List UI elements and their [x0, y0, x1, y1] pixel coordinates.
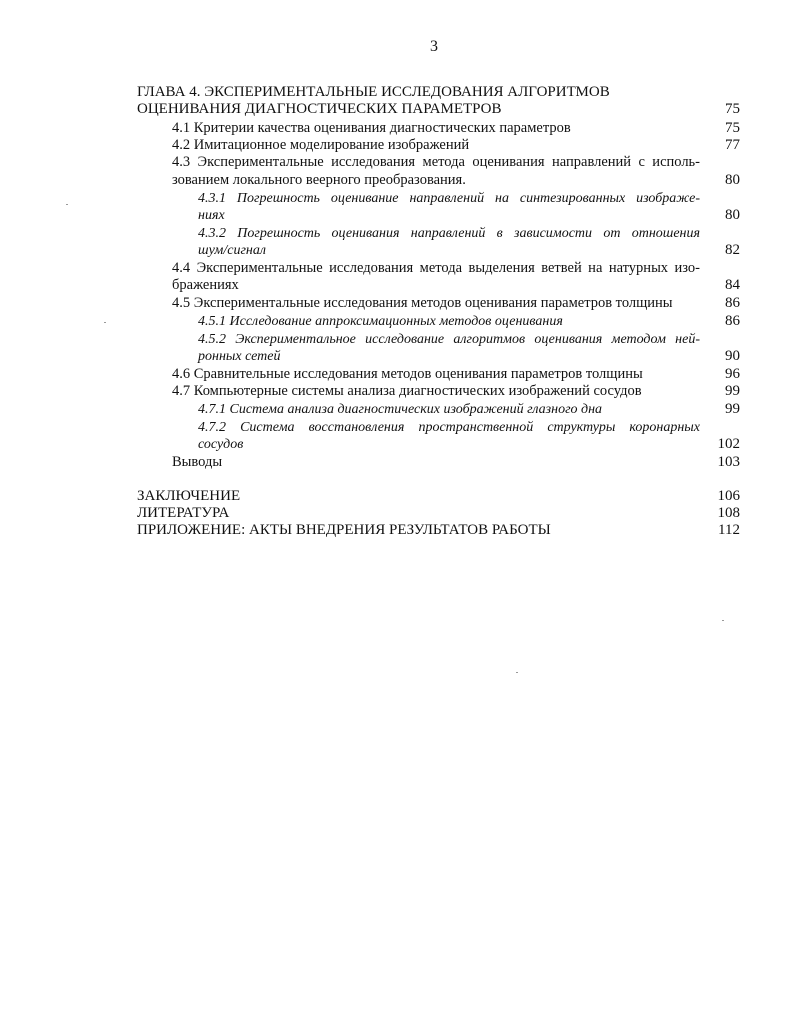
page-number: 3	[430, 38, 438, 55]
chapter-4-page: 75	[725, 101, 740, 117]
toc-entry-4-7-2-line1: 4.7.2 Система восстановления пространственной структуры коронарных	[198, 420, 700, 435]
toc-entry-4-4-line1: 4.4 Экспериментальные исследования метода выделения ветвей на натурных изо-	[172, 260, 700, 276]
toc-page-4-4: 84	[725, 277, 740, 293]
scan-speck	[722, 620, 724, 621]
toc-page-4-5: 86	[725, 295, 740, 311]
toc-entry-4-3-2-line2: шум/сигнал	[198, 243, 266, 258]
toc-entry-4-5-1: 4.5.1 Исследование аппроксимационных методов оценивания	[198, 314, 563, 329]
toc-page-4-3-2: 82	[725, 242, 740, 258]
toc-page-literature: 108	[717, 505, 740, 521]
toc-entry-4-3-line1: 4.3 Экспериментальные исследования метода оценивания направлений с исполь-	[172, 154, 700, 170]
toc-page-4-7: 99	[725, 383, 740, 399]
toc-page-4-5-1: 86	[725, 313, 740, 329]
chapter-4-title-line2: ОЦЕНИВАНИЯ ДИАГНОСТИЧЕСКИХ ПАРАМЕТРОВ	[137, 101, 502, 117]
toc-entry-4-7-1: 4.7.1 Система анализа диагностических изображений глазного дна	[198, 402, 603, 417]
scan-speck	[104, 322, 106, 323]
toc-page-4-1: 75	[725, 120, 740, 136]
toc-page-4-3-1: 80	[725, 207, 740, 223]
toc-page-4-2: 77	[725, 137, 740, 153]
toc-entry-4-3-1-line2: ниях	[198, 208, 225, 223]
toc-entry-4-7-2-line2: сосудов	[198, 437, 244, 452]
toc-page-4-7-2: 102	[717, 436, 740, 452]
toc-entry-4-3-line2: зованием локального веерного преобразования.	[172, 172, 466, 188]
toc-page-conclusions: 103	[717, 454, 740, 470]
toc-entry-4-3-1-line1: 4.3.1 Погрешность оценивание направлений на синтезированных изображе-	[198, 191, 700, 206]
toc-page-4-5-2: 90	[725, 348, 740, 364]
toc-entry-4-5-2-line1: 4.5.2 Экспериментальное исследование алгоритмов оценивания методом ней-	[198, 332, 700, 347]
toc-page-appendix: 112	[718, 522, 740, 538]
toc-entry-4-1: 4.1 Критерии качества оценивания диагностических параметров	[172, 120, 571, 136]
toc-entry-4-6: 4.6 Сравнительные исследования методов оценивания параметров толщины	[172, 366, 643, 382]
toc-page-summary: 106	[717, 488, 740, 504]
toc-entry-4-7: 4.7 Компьютерные системы анализа диагностических изображений сосудов	[172, 383, 642, 399]
toc-entry-4-4-line2: бражениях	[172, 277, 239, 293]
toc-page-4-3: 80	[725, 172, 740, 188]
toc-entry-summary: ЗАКЛЮЧЕНИЕ	[137, 488, 241, 504]
toc-page-4-6: 96	[725, 366, 740, 382]
scan-speck	[516, 672, 518, 673]
toc-entry-appendix: ПРИЛОЖЕНИЕ: АКТЫ ВНЕДРЕНИЯ РЕЗУЛЬТАТОВ РАБОТЫ	[137, 522, 551, 538]
toc-entry-4-5-2-line2: ронных сетей	[198, 349, 281, 364]
chapter-4-title-line1: ГЛАВА 4. ЭКСПЕРИМЕНТАЛЬНЫЕ ИССЛЕДОВАНИЯ АЛГОРИТМОВ	[137, 84, 610, 100]
toc-page-4-7-1: 99	[725, 401, 740, 417]
toc-entry-4-5: 4.5 Экспериментальные исследования методов оценивания параметров толщины	[172, 295, 673, 311]
toc-entry-4-2: 4.2 Имитационное моделирование изображений	[172, 137, 470, 153]
toc-entry-conclusions: Выводы	[172, 454, 223, 470]
toc-entry-literature: ЛИТЕРАТУРА	[137, 505, 230, 521]
toc-entry-4-3-2-line1: 4.3.2 Погрешность оценивания направлений в зависимости от отношения	[198, 226, 700, 241]
scan-speck	[66, 204, 68, 205]
